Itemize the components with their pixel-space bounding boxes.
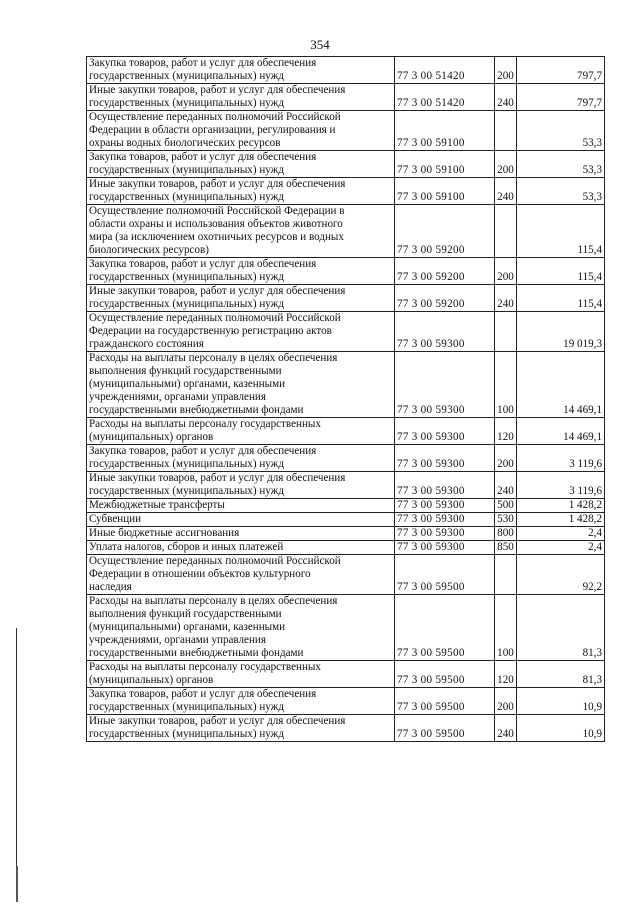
- row-expense-type-text: 500: [497, 499, 514, 511]
- row-name-text: Закупка товаров, работ и услуг для обеспечения государственных (муниципальных) нужд: [89, 445, 317, 470]
- row-code-text: 77 3 00 59300: [397, 338, 465, 350]
- row-expense-type-text: 200: [497, 164, 514, 176]
- row-expense-type-text: 200: [497, 70, 514, 82]
- row-name-cell: [87, 312, 395, 352]
- row-code-text: 77 3 00 59500: [397, 581, 465, 593]
- row-code-cell: [395, 555, 495, 595]
- row-amount-text: 10,9: [582, 701, 602, 713]
- row-expense-type-text: 240: [497, 97, 514, 109]
- row-amount-cell: [517, 84, 605, 111]
- row-expense-type-cell: [495, 661, 517, 688]
- row-name-cell: [87, 258, 395, 285]
- row-code-cell: [395, 418, 495, 445]
- row-expense-type-text: 120: [497, 674, 514, 686]
- row-expense-type-cell: [495, 57, 517, 84]
- row-expense-type-cell: [495, 178, 517, 205]
- table-row: [87, 555, 605, 595]
- row-amount-cell: [517, 57, 605, 84]
- row-code-cell: [395, 527, 495, 541]
- row-amount-text: 53,3: [582, 191, 602, 203]
- table-row: [87, 418, 605, 445]
- row-expense-type-cell: [495, 715, 517, 742]
- table-row: [87, 595, 605, 661]
- row-amount-cell: [517, 595, 605, 661]
- row-amount-text: 1 428,2: [568, 499, 602, 511]
- table-row: [87, 178, 605, 205]
- row-name-cell: [87, 111, 395, 151]
- row-amount-text: 1 428,2: [568, 513, 602, 525]
- table-row: [87, 84, 605, 111]
- row-name-cell: [87, 352, 395, 418]
- row-amount-cell: [517, 111, 605, 151]
- row-code-text: 77 3 00 59300: [397, 499, 465, 511]
- row-expense-type-cell: [495, 352, 517, 418]
- row-name-text: Межбюджетные трансферты: [89, 499, 225, 511]
- row-name-text: Осуществление полномочий Российской Федерации в области охраны и использования объектов животного мира (за исключением охотничьих ресурсов и водных биологических ресурсов): [89, 205, 345, 256]
- row-name-text: Расходы на выплаты персоналу государственных (муниципальных) органов: [89, 418, 321, 443]
- row-amount-cell: [517, 688, 605, 715]
- row-amount-text: 19 019,3: [563, 338, 602, 350]
- row-expense-type-cell: [495, 445, 517, 472]
- table-row: [87, 541, 605, 555]
- row-name-text: Закупка товаров, работ и услуг для обеспечения государственных (муниципальных) нужд: [89, 57, 317, 82]
- row-amount-text: 53,3: [582, 164, 602, 176]
- row-expense-type-cell: [495, 499, 517, 513]
- row-code-cell: [395, 499, 495, 513]
- row-code-cell: [395, 688, 495, 715]
- row-code-text: 77 3 00 59300: [397, 527, 465, 539]
- table-row: [87, 472, 605, 499]
- row-expense-type-cell: [495, 312, 517, 352]
- table-row: [87, 513, 605, 527]
- row-expense-type-text: 200: [497, 701, 514, 713]
- row-code-text: 77 3 00 59500: [397, 647, 465, 659]
- row-code-text: 77 3 00 59300: [397, 513, 465, 525]
- row-name-cell: [87, 472, 395, 499]
- row-code-text: 77 3 00 59300: [397, 458, 465, 470]
- row-name-cell: [87, 84, 395, 111]
- row-amount-cell: [517, 151, 605, 178]
- row-expense-type-text: 240: [497, 298, 514, 310]
- row-expense-type-text: 240: [497, 485, 514, 497]
- row-code-text: 77 3 00 59200: [397, 298, 465, 310]
- row-expense-type-cell: [495, 111, 517, 151]
- row-amount-text: 53,3: [582, 137, 602, 149]
- row-name-text: Иные бюджетные ассигнования: [89, 527, 240, 539]
- row-expense-type-text: 100: [497, 404, 514, 416]
- row-amount-text: 81,3: [582, 674, 602, 686]
- table-row: [87, 715, 605, 742]
- table-row: [87, 57, 605, 84]
- table-row: [87, 661, 605, 688]
- row-code-cell: [395, 178, 495, 205]
- table-row: [87, 312, 605, 352]
- margin-tick: [16, 866, 18, 902]
- row-amount-cell: [517, 555, 605, 595]
- row-code-text: 77 3 00 51420: [397, 97, 465, 109]
- row-code-cell: [395, 472, 495, 499]
- row-name-text: Иные закупки товаров, работ и услуг для обеспечения государственных (муниципальных) нужд: [89, 178, 346, 203]
- row-code-cell: [395, 84, 495, 111]
- row-code-text: 77 3 00 59300: [397, 485, 465, 497]
- margin-line: [16, 628, 17, 866]
- row-name-text: Осуществление переданных полномочий Российской Федерации в области организации, регулирования и охраны водных биологических ресурсов: [89, 111, 341, 149]
- row-name-text: Иные закупки товаров, работ и услуг для обеспечения государственных (муниципальных) нужд: [89, 84, 346, 109]
- row-expense-type-cell: [495, 595, 517, 661]
- row-name-text: Уплата налогов, сборов и иных платежей: [89, 541, 284, 553]
- table-row: [87, 352, 605, 418]
- row-code-cell: [395, 541, 495, 555]
- row-name-cell: [87, 445, 395, 472]
- row-expense-type-cell: [495, 418, 517, 445]
- row-expense-type-cell: [495, 151, 517, 178]
- row-name-text: Закупка товаров, работ и услуг для обеспечения государственных (муниципальных) нужд: [89, 151, 317, 176]
- row-amount-cell: [517, 472, 605, 499]
- row-name-cell: [87, 205, 395, 258]
- row-amount-cell: [517, 205, 605, 258]
- row-name-cell: [87, 178, 395, 205]
- row-amount-text: 797,7: [577, 97, 602, 109]
- row-name-text: Осуществление переданных полномочий Российской Федерации в отношении объектов культурного наследия: [89, 555, 341, 593]
- row-amount-text: 14 469,1: [563, 431, 602, 443]
- table-row: [87, 151, 605, 178]
- row-expense-type-text: 120: [497, 431, 514, 443]
- row-code-cell: [395, 258, 495, 285]
- row-name-cell: [87, 688, 395, 715]
- row-name-text: Иные закупки товаров, работ и услуг для обеспечения государственных (муниципальных) нужд: [89, 715, 346, 740]
- row-code-cell: [395, 205, 495, 258]
- row-name-text: Закупка товаров, работ и услуг для обеспечения государственных (муниципальных) нужд: [89, 688, 317, 713]
- row-amount-cell: [517, 661, 605, 688]
- row-code-text: 77 3 00 59500: [397, 701, 465, 713]
- table-row: [87, 111, 605, 151]
- row-code-text: 77 3 00 59100: [397, 137, 465, 149]
- row-code-text: 77 3 00 59300: [397, 431, 465, 443]
- row-amount-cell: [517, 499, 605, 513]
- row-code-text: 77 3 00 59100: [397, 191, 465, 203]
- row-expense-type-cell: [495, 513, 517, 527]
- row-amount-text: 92,2: [582, 581, 602, 593]
- row-expense-type-cell: [495, 285, 517, 312]
- row-expense-type-cell: [495, 258, 517, 285]
- row-name-text: Расходы на выплаты персоналу государственных (муниципальных) органов: [89, 661, 321, 686]
- row-amount-cell: [517, 418, 605, 445]
- row-code-cell: [395, 285, 495, 312]
- row-expense-type-text: 240: [497, 191, 514, 203]
- row-amount-text: 797,7: [577, 70, 602, 82]
- row-code-text: 77 3 00 59200: [397, 244, 465, 256]
- table-row: [87, 527, 605, 541]
- row-code-text: 77 3 00 59200: [397, 271, 465, 283]
- row-name-cell: [87, 527, 395, 541]
- budget-table-body: [87, 57, 605, 742]
- row-amount-cell: [517, 285, 605, 312]
- row-expense-type-text: 100: [497, 647, 514, 659]
- row-code-cell: [395, 445, 495, 472]
- row-name-cell: [87, 715, 395, 742]
- page-number: 354: [310, 37, 330, 52]
- row-expense-type-text: 530: [497, 513, 514, 525]
- row-amount-cell: [517, 541, 605, 555]
- row-amount-cell: [517, 715, 605, 742]
- row-name-cell: [87, 418, 395, 445]
- row-code-cell: [395, 595, 495, 661]
- row-amount-cell: [517, 258, 605, 285]
- row-code-cell: [395, 57, 495, 84]
- row-amount-text: 115,4: [577, 271, 602, 283]
- row-amount-text: 14 469,1: [563, 404, 602, 416]
- row-code-text: 77 3 00 51420: [397, 70, 465, 82]
- row-amount-cell: [517, 527, 605, 541]
- row-expense-type-cell: [495, 84, 517, 111]
- table-row: [87, 688, 605, 715]
- table-row: [87, 445, 605, 472]
- row-name-cell: [87, 513, 395, 527]
- row-name-cell: [87, 285, 395, 312]
- row-name-text: Осуществление переданных полномочий Российской Федерации на государственную регистрацию актов гражданского состояния: [89, 312, 341, 350]
- row-amount-cell: [517, 178, 605, 205]
- table-row: [87, 258, 605, 285]
- row-code-cell: [395, 312, 495, 352]
- row-amount-text: 81,3: [582, 647, 602, 659]
- row-expense-type-cell: [495, 205, 517, 258]
- row-expense-type-text: 850: [497, 541, 514, 553]
- row-expense-type-cell: [495, 555, 517, 595]
- row-expense-type-text: 800: [497, 527, 514, 539]
- row-name-text: Иные закупки товаров, работ и услуг для обеспечения государственных (муниципальных) нужд: [89, 472, 346, 497]
- row-expense-type-text: 200: [497, 458, 514, 470]
- row-amount-text: 3 119,6: [569, 485, 602, 497]
- row-expense-type-text: 240: [497, 728, 514, 740]
- row-name-text: Расходы на выплаты персоналу в целях обеспечения выполнения функций государственными (муниципальными) органами, казенными учреждениями, органами управления государственными внебюджетными фондами: [89, 595, 338, 659]
- row-expense-type-cell: [495, 527, 517, 541]
- row-code-cell: [395, 661, 495, 688]
- row-amount-text: 115,4: [577, 298, 602, 310]
- row-name-text: Закупка товаров, работ и услуг для обеспечения государственных (муниципальных) нужд: [89, 258, 317, 283]
- row-code-cell: [395, 352, 495, 418]
- row-name-cell: [87, 661, 395, 688]
- row-name-cell: [87, 555, 395, 595]
- table-row: [87, 499, 605, 513]
- row-expense-type-cell: [495, 541, 517, 555]
- row-code-text: 77 3 00 59500: [397, 728, 465, 740]
- row-code-text: 77 3 00 59500: [397, 674, 465, 686]
- row-amount-cell: [517, 312, 605, 352]
- row-code-text: 77 3 00 59100: [397, 164, 465, 176]
- row-name-cell: [87, 57, 395, 84]
- row-amount-text: 2,4: [588, 527, 602, 539]
- row-code-text: 77 3 00 59300: [397, 404, 465, 416]
- row-expense-type-cell: [495, 688, 517, 715]
- row-code-cell: [395, 513, 495, 527]
- row-amount-text: 115,4: [577, 244, 602, 256]
- row-name-cell: [87, 595, 395, 661]
- row-code-cell: [395, 111, 495, 151]
- row-name-cell: [87, 541, 395, 555]
- budget-table: [86, 56, 605, 742]
- row-code-text: 77 3 00 59300: [397, 541, 465, 553]
- row-expense-type-cell: [495, 472, 517, 499]
- row-name-cell: [87, 499, 395, 513]
- table-row: [87, 285, 605, 312]
- table-row: [87, 205, 605, 258]
- row-name-text: Субвенции: [89, 513, 142, 525]
- row-expense-type-text: 200: [497, 271, 514, 283]
- row-amount-text: 3 119,6: [569, 458, 602, 470]
- row-amount-text: 10,9: [582, 728, 602, 740]
- row-code-cell: [395, 715, 495, 742]
- row-name-text: Расходы на выплаты персоналу в целях обеспечения выполнения функций государственными (муниципальными) органами, казенными учреждениями, органами управления государственными внебюджетными фондами: [89, 352, 338, 416]
- row-amount-cell: [517, 513, 605, 527]
- row-amount-text: 2,4: [588, 541, 602, 553]
- row-amount-cell: [517, 445, 605, 472]
- row-name-text: Иные закупки товаров, работ и услуг для обеспечения государственных (муниципальных) нужд: [89, 285, 346, 310]
- row-amount-cell: [517, 352, 605, 418]
- row-name-cell: [87, 151, 395, 178]
- row-code-cell: [395, 151, 495, 178]
